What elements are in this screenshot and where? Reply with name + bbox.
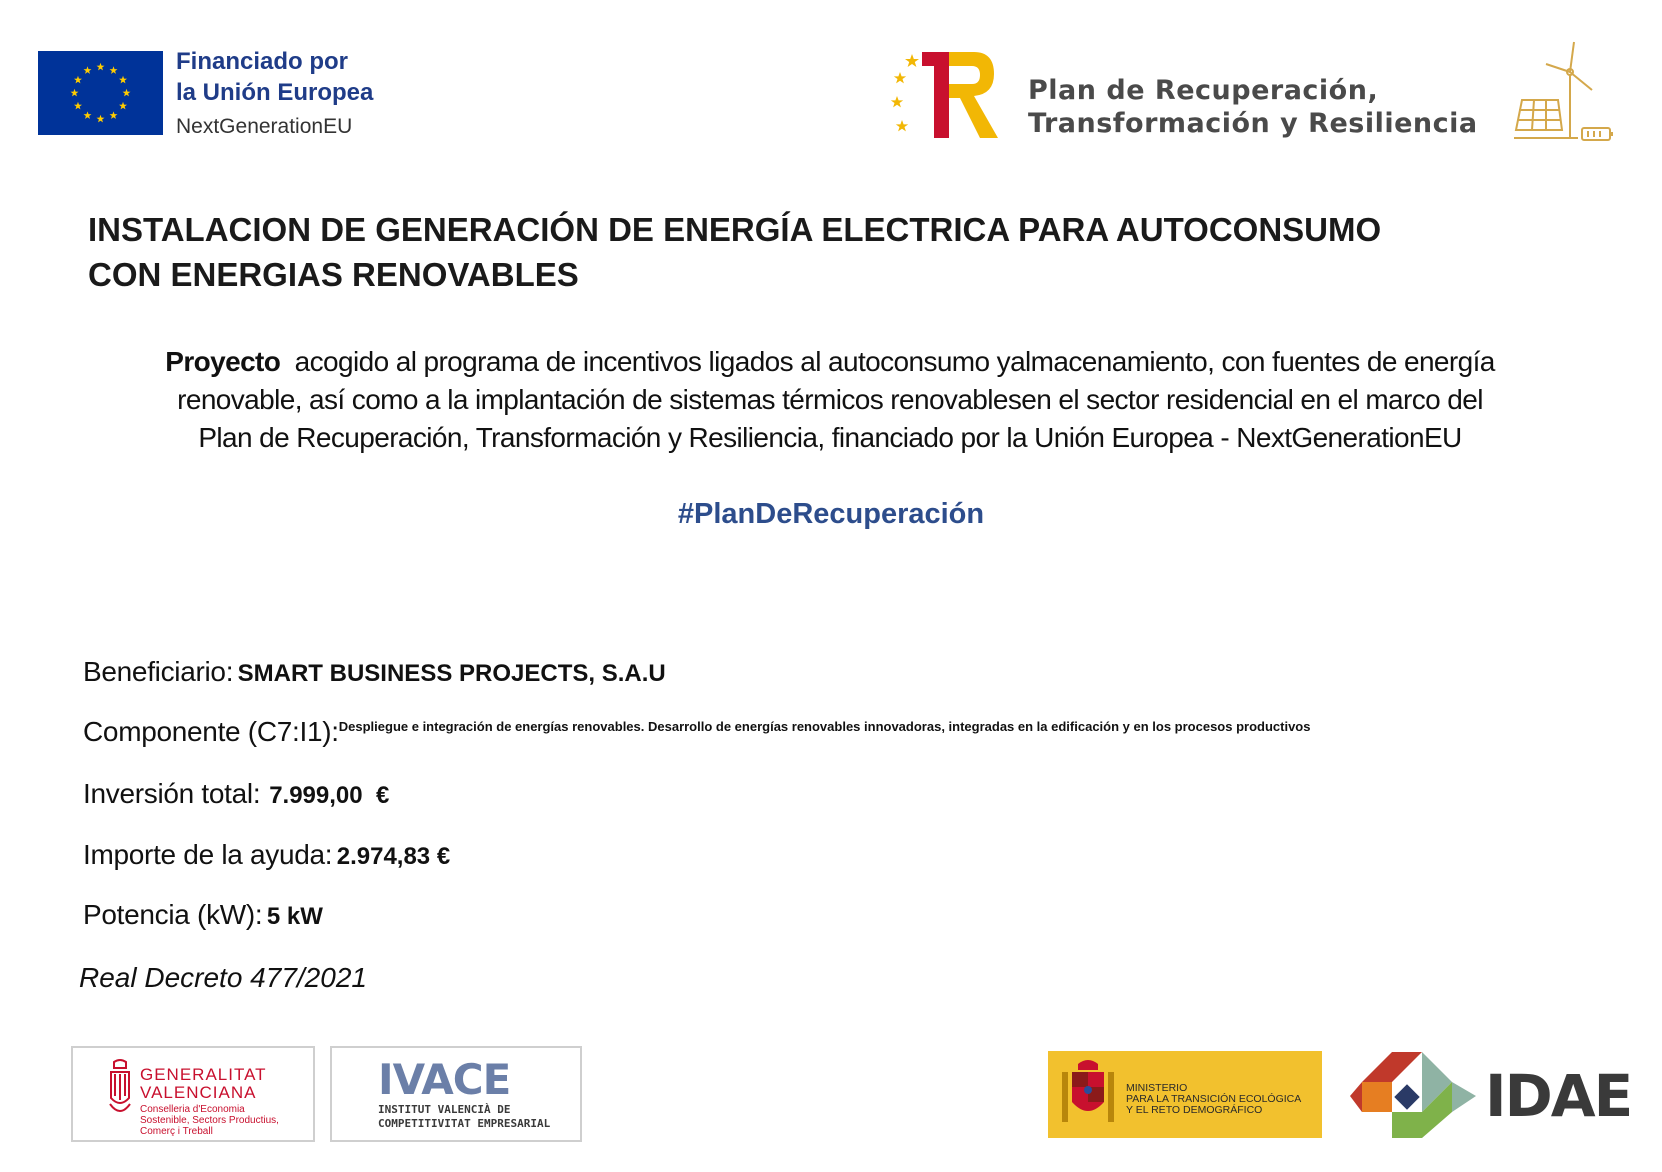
- page-title-line-1: INSTALACION DE GENERACIÓN DE ENERGÍA ELECTRICA PARA AUTOCONSUMO: [88, 211, 1382, 248]
- beneficiario-label: Beneficiario:: [83, 656, 234, 687]
- project-bold-word: Proyecto: [165, 346, 281, 377]
- real-decreto: Real Decreto 477/2021: [79, 962, 367, 993]
- idae-wordmark: IDAE: [1485, 1062, 1632, 1130]
- ministerio-line-3: Y EL RETO DEMOGRÁFICO: [1126, 1104, 1263, 1116]
- spain-coat-of-arms-icon: [1058, 1058, 1118, 1132]
- project-line-1-text: acogido al programa de incentivos ligados al autoconsumo yalmacenamiento, con fuentes de energía: [294, 346, 1495, 377]
- project-description-line-2: renovable, así como a la implantación de sistemas térmicos renovablesen el sector residencial en el marco del: [177, 384, 1483, 415]
- gva-line-1: GENERALITAT: [140, 1065, 267, 1084]
- ayuda-row: [83, 839, 450, 871]
- inversion-row: [83, 778, 389, 810]
- ayuda-value: 2.974,83 €: [336, 843, 451, 870]
- potencia-value: 5 kW: [266, 903, 323, 930]
- eu-funding-line-1: Financiado por: [176, 48, 349, 75]
- potencia-row: [83, 899, 323, 931]
- ivace-sub-2: COMPETITIVITAT EMPRESARIAL: [378, 1117, 551, 1130]
- plan-recuperacion-line-1: Plan de Recuperación,: [1028, 75, 1379, 106]
- inversion-label: Inversión total:: [83, 778, 261, 809]
- project-description-line-1: [60, 343, 1600, 381]
- gva-line-2: VALENCIANA: [140, 1083, 257, 1102]
- project-description: [60, 343, 1600, 457]
- inversion-value: 7.999,00 €: [269, 782, 390, 809]
- page-title-line-2: CON ENERGIAS RENOVABLES: [88, 256, 579, 293]
- prtr-logo: [888, 48, 1002, 140]
- idae-symbol-icon: [1348, 1050, 1478, 1140]
- project-description-line-3: Plan de Recuperación, Transformación y Resiliencia, financiado por la Unión Europea - NextGenerationEU: [198, 422, 1462, 453]
- eu-funding-line-2: la Unión Europea: [176, 79, 374, 106]
- ivace-subtitle: [378, 1103, 550, 1131]
- componente-value: Despliegue e integración de energías renovables. Desarrollo de energías renovables innovadoras, integradas en la edificación y en los procesos productivos: [338, 719, 1311, 734]
- beneficiario-value: SMART BUSINESS PROJECTS, S.A.U: [237, 660, 666, 687]
- ayuda-label: Importe de la ayuda:: [83, 839, 333, 870]
- beneficiario-row: [83, 656, 666, 688]
- potencia-label: Potencia (kW):: [83, 899, 263, 930]
- componente-row: [83, 716, 1310, 748]
- eu-flag-logo: [38, 51, 163, 135]
- ministerio-line-2: PARA LA TRANSICIÓN ECOLÓGICA: [1126, 1093, 1302, 1105]
- componente-label: Componente (C7:I1):: [83, 716, 339, 747]
- gva-sub-1: Conselleria d'Economia: [140, 1104, 245, 1115]
- gva-conselleria: [140, 1104, 279, 1137]
- renewable-energy-icon: [1508, 38, 1616, 146]
- gva-crest-icon: [106, 1058, 134, 1122]
- ministerio-text: [1126, 1083, 1301, 1116]
- ministerio-line-1: MINISTERIO: [1126, 1082, 1188, 1094]
- gva-sub-2: Sostenible, Sectors Productius,: [140, 1115, 279, 1126]
- eu-nextgeneration-label: NextGenerationEU: [176, 115, 353, 138]
- ivace-sub-1: INSTITUT VALENCIÀ DE: [378, 1103, 511, 1116]
- ivace-wordmark: IVACE: [378, 1055, 511, 1104]
- gva-sub-3: Comerç i Treball: [140, 1126, 213, 1137]
- plan-hashtag: #PlanDeRecuperación: [677, 498, 985, 530]
- plan-recuperacion-line-2: Transformación y Resiliencia: [1028, 108, 1478, 139]
